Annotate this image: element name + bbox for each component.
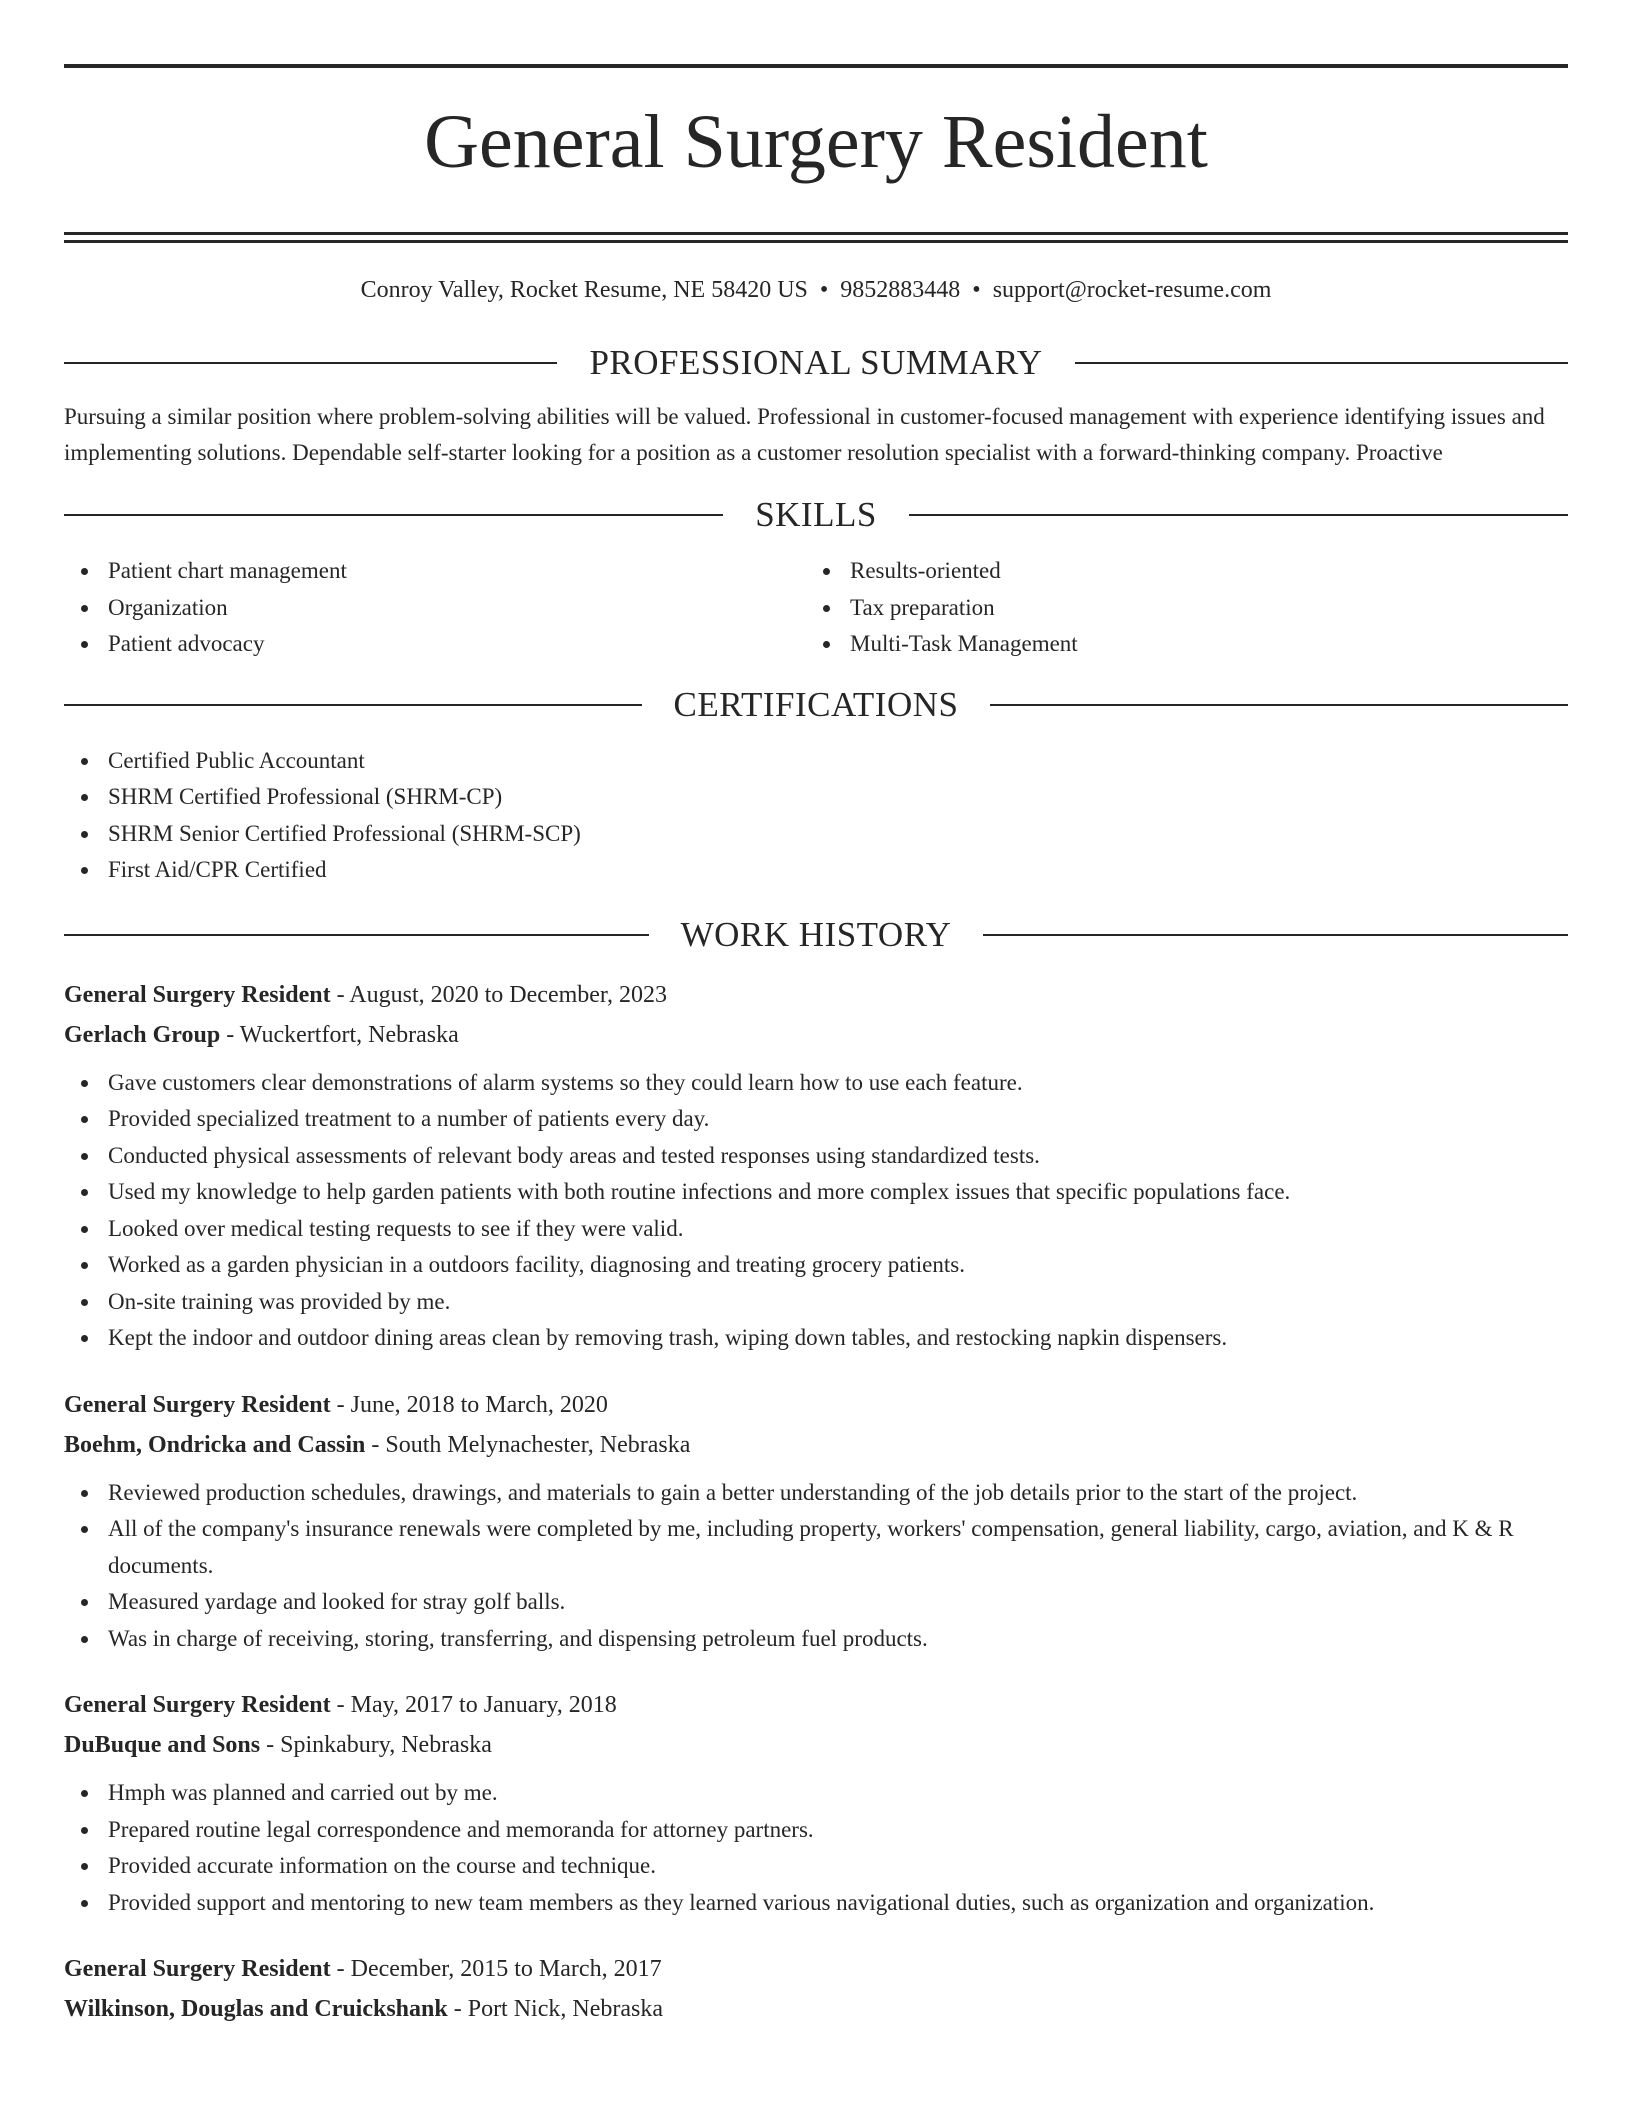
section-header-work-history	[64, 913, 1568, 957]
contact-separator: •	[819, 277, 829, 303]
summary-text: Pursuing a similar position where problem-solving abilities will be valued. Professional in customer-focused management with experience identifying issues and implementing solutions. Dependable self-starter looking for a position as a customer resolution specialist with a forward-thinking company. Proactive	[64, 404, 1545, 465]
section-rule	[64, 362, 557, 364]
certification-item: SHRM Senior Certified Professional (SHRM-SCP)	[64, 816, 1568, 853]
section-title-summary: PROFESSIONAL SUMMARY	[589, 343, 1043, 382]
job-company-line	[64, 1725, 1568, 1765]
job-dash: -	[330, 1391, 351, 1418]
job-location: Wuckertfort, Nebraska	[239, 1021, 459, 1048]
job-company: DuBuque and Sons	[64, 1732, 261, 1758]
job-duties	[64, 1775, 1568, 1921]
job-duty-item: Used my knowledge to help garden patients with both routine infections and more complex issues that specific populations face.	[64, 1174, 1568, 1211]
job-duties	[64, 1475, 1568, 1658]
job-duty-item: All of the company's insurance renewals were completed by me, including property, workers' compensation, general liability, cargo, aviation, and K & R documents.	[64, 1511, 1568, 1584]
job-location: Spinkabury, Nebraska	[280, 1732, 492, 1758]
job-title-line	[64, 1385, 1568, 1425]
section-rule	[983, 934, 1568, 936]
contact-separator: •	[972, 277, 981, 303]
job-location: Port Nick, Nebraska	[467, 1996, 663, 2022]
job-duty-item: Was in charge of receiving, storing, transferring, and dispensing petroleum fuel products.	[64, 1621, 1568, 1658]
certifications-list	[64, 743, 1568, 889]
job-dates: August, 2020 to December, 2023	[349, 981, 667, 1008]
section-rule	[64, 704, 642, 706]
skills-list	[64, 553, 1568, 663]
job-dates: December, 2015 to March, 2017	[350, 1956, 662, 1982]
job-duties	[64, 1065, 1568, 1357]
contact-phone[interactable]: 9852883448	[840, 277, 961, 303]
job-dash: -	[330, 1692, 351, 1718]
certification-item: First Aid/CPR Certified	[64, 852, 1568, 889]
section-title-certifications: CERTIFICATIONS	[673, 684, 959, 724]
job-duty-item: Gave customers clear demonstrations of alarm systems so they could learn how to use each feature.	[64, 1065, 1568, 1102]
job-company: Wilkinson, Douglas and Cruickshank	[64, 1996, 448, 2022]
section-header-skills	[64, 493, 1568, 537]
job-duty-item: Looked over medical testing requests to see if they were valid.	[64, 1211, 1568, 1248]
job-company-line	[64, 1015, 1568, 1055]
job-duty-item: Provided specialized treatment to a number of patients every day.	[64, 1101, 1568, 1138]
job-dash: -	[447, 1996, 468, 2022]
job-entry	[64, 1385, 1568, 1658]
job-dash: -	[220, 1021, 240, 1048]
section-header-certifications	[64, 683, 1568, 727]
job-dash: -	[330, 1956, 351, 1982]
job-title-line	[64, 1949, 1568, 1989]
skill-item: Organization	[64, 590, 806, 627]
section-title-work-history: WORK HISTORY	[680, 914, 952, 954]
job-title-line	[64, 975, 1568, 1015]
resume-title: General Surgery Resident	[424, 100, 1208, 184]
job-location: South Melynachester, Nebraska	[385, 1431, 691, 1458]
job-title: General Surgery Resident	[64, 1956, 331, 1982]
section-rule	[990, 704, 1568, 706]
job-duty-item: Provided accurate information on the course and technique.	[64, 1848, 1568, 1885]
skill-item: Tax preparation	[806, 590, 1548, 627]
job-title-line	[64, 1685, 1568, 1725]
job-dash: -	[330, 981, 350, 1008]
contact-address: Conroy Valley, Rocket Resume, NE 58420 US	[360, 277, 808, 303]
contact-line	[64, 275, 1568, 305]
job-company-line	[64, 1989, 1568, 2029]
job-duty-item: Hmph was planned and carried out by me.	[64, 1775, 1568, 1812]
job-company-line	[64, 1425, 1568, 1465]
skill-item: Patient chart management	[64, 553, 806, 590]
job-entry	[64, 1949, 1568, 2029]
resume-page	[64, 0, 1568, 2029]
skills-column-left	[64, 553, 806, 663]
job-dates: May, 2017 to January, 2018	[350, 1692, 617, 1718]
section-header-summary	[64, 341, 1568, 385]
skill-item: Multi-Task Management	[806, 626, 1548, 663]
job-duty-item: Worked as a garden physician in a outdoors facility, diagnosing and treating grocery patients.	[64, 1247, 1568, 1284]
certification-item: SHRM Certified Professional (SHRM-CP)	[64, 779, 1568, 816]
section-rule	[909, 514, 1568, 516]
job-dash: -	[260, 1732, 281, 1758]
contact-email[interactable]: support@rocket-resume.com	[992, 277, 1272, 303]
skill-item: Results-oriented	[806, 553, 1548, 590]
certification-item: Certified Public Accountant	[64, 743, 1568, 780]
job-duty-item: Kept the indoor and outdoor dining areas clean by removing trash, wiping down tables, and restocking napkin dispensers.	[64, 1320, 1568, 1357]
job-title: General Surgery Resident	[64, 1692, 331, 1718]
job-dates: June, 2018 to March, 2020	[350, 1391, 608, 1418]
section-title-skills: SKILLS	[755, 495, 877, 534]
job-dash: -	[365, 1431, 386, 1458]
job-duty-item: Reviewed production schedules, drawings, and materials to gain a better understanding of the job details prior to the start of the project.	[64, 1475, 1568, 1512]
job-entry	[64, 1685, 1568, 1921]
job-duty-item: Conducted physical assessments of relevant body areas and tested responses using standardized tests.	[64, 1138, 1568, 1175]
job-company: Boehm, Ondricka and Cassin	[64, 1431, 366, 1458]
job-company: Gerlach Group	[64, 1021, 221, 1048]
job-duty-item: On-site training was provided by me.	[64, 1284, 1568, 1321]
title-double-rule	[64, 232, 1568, 243]
job-duty-item: Measured yardage and looked for stray golf balls.	[64, 1584, 1568, 1621]
section-rule	[64, 934, 649, 936]
section-rule	[1075, 362, 1568, 364]
skills-column-right	[806, 553, 1548, 663]
job-duty-item: Provided support and mentoring to new team members as they learned various navigational duties, such as organization and organization.	[64, 1885, 1568, 1922]
job-title: General Surgery Resident	[64, 981, 331, 1008]
section-rule	[64, 514, 723, 516]
job-title: General Surgery Resident	[64, 1391, 331, 1418]
job-duty-item: Prepared routine legal correspondence and memoranda for attorney partners.	[64, 1812, 1568, 1849]
skill-item: Patient advocacy	[64, 626, 806, 663]
job-entry	[64, 975, 1568, 1357]
